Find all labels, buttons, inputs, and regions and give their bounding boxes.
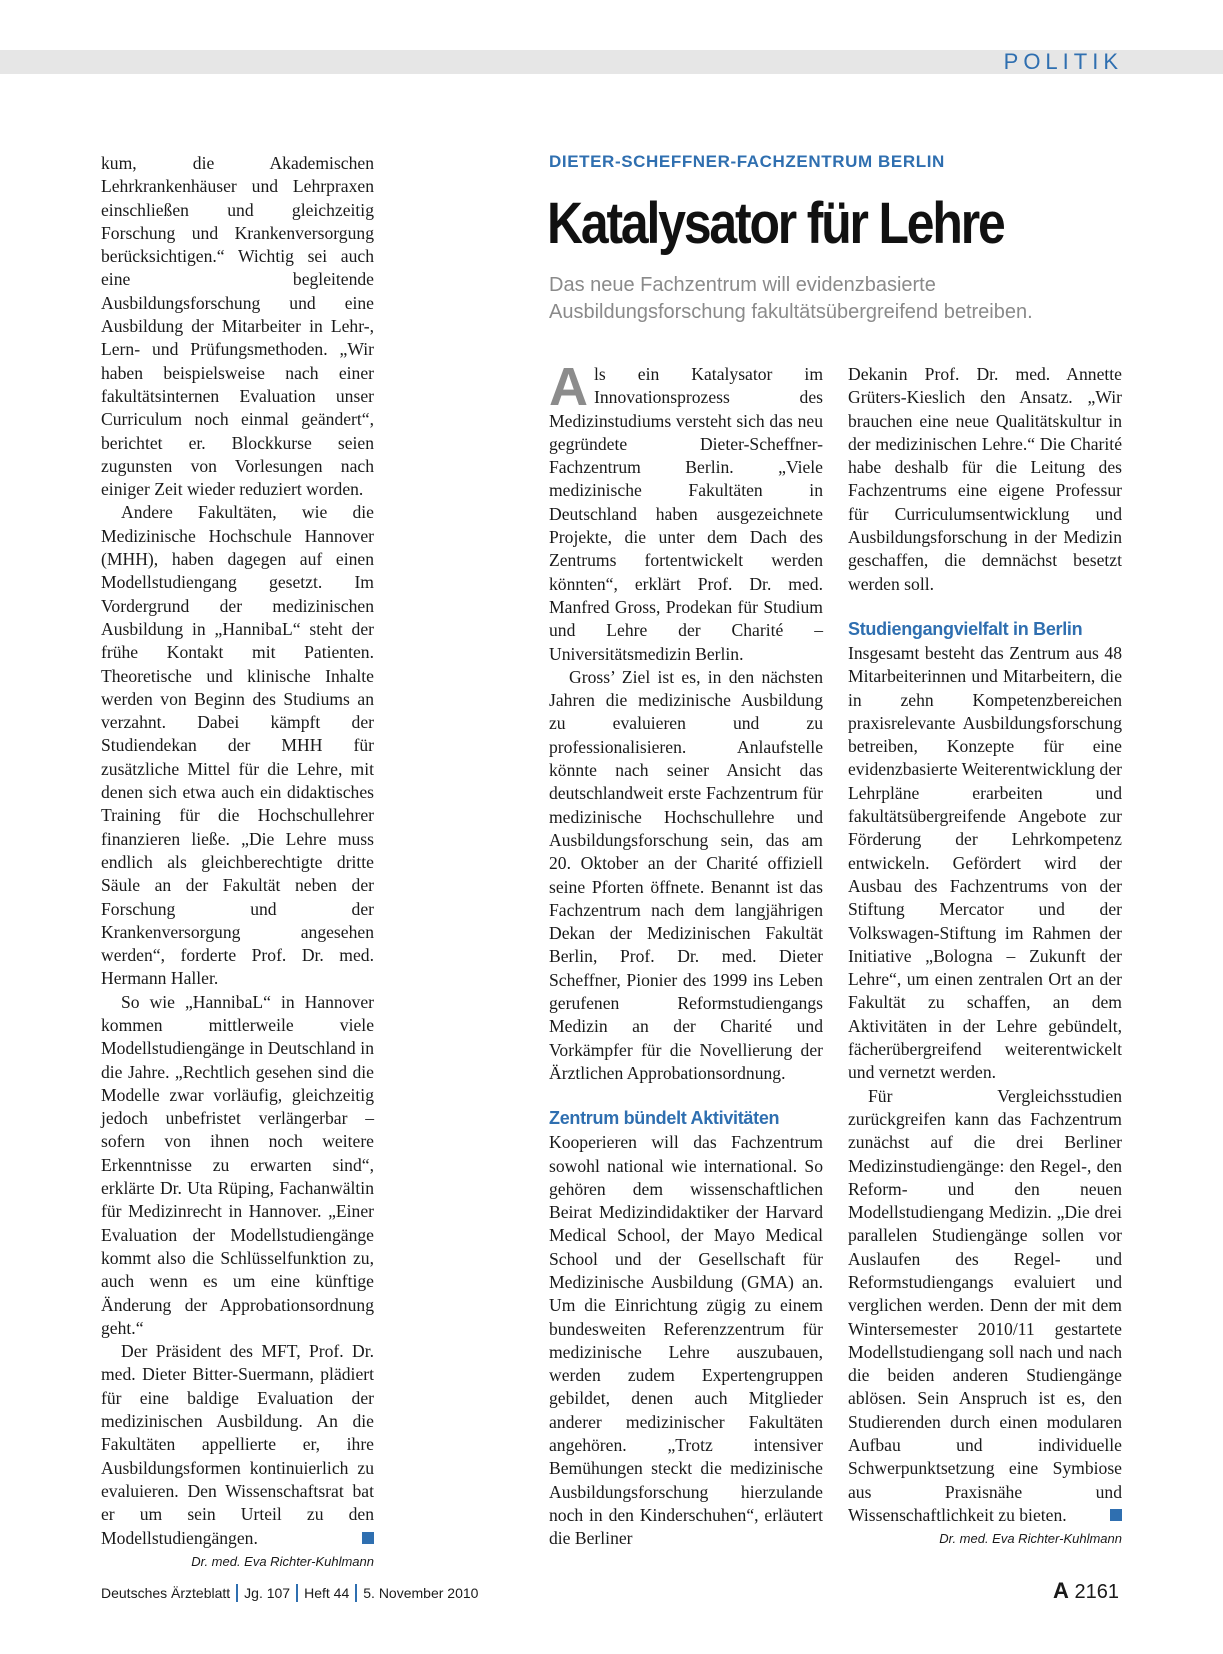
- paragraph-text: Für Vergleichsstudien zurückgreifen kann das Fachzentrum zunächst auf die drei Berliner Medizinstudiengänge: den Regel-, den Reform- und den neuen Modellstudiengang Medizin. „Die drei parallelen Studiengänge sollen vor Auslaufen des Regel- und Reformstudiengangs evaluiert und verglichen werden. Denn der mit dem Wintersemester 2010/11 gestartete Modellstudiengang soll nach und nach die beiden anderen Studiengänge ablösen. Sein Anspruch ist es, den Studierenden durch einen modularen Aufbau und individuelle Schwerpunktsetzung eine Symbiose aus Praxisnähe und Wissenschaftlichkeit zu bieten.: [848, 1085, 1122, 1525]
- paragraph: Gross’ Ziel ist es, in den nächsten Jahren die medizinische Ausbildung zu evaluieren und zu professionalisieren. Anlaufstelle könnte nach seiner Ansicht das deutschlandweit erste Fachzentrum für medizinische Hochschullehre und Ausbildungsforschung sein, das am 20. Oktober an der Charité offiziell seine Pforten öffnete. Benannt ist das Fachzentrum nach dem langjährigen Dekan der Medizinischen Fakultät Berlin, Prof. Dr. med. Dieter Scheffner, Pionier des 1999 ins Leben gerufenen Reformstudiengangs Medizin an der Charité und Vorkämpfer für die Novellierung der Ärztlichen Approbationsordnung.: [549, 666, 823, 1083]
- journal-volume: Jg. 107: [244, 1585, 291, 1601]
- paragraph: kum, die Akademischen Lehrkrankenhäuser und Lehrpraxen einschließen und gleichzeitig Forschung und Krankenversorgung berücksichtigen.“ Wichtig sei auch eine begleitende Ausbildungsforschung und eine Ausbildung der Mitarbeiter in Lehr-, Lern- und Prüfungsmethoden. „Wir haben beispielsweise nach einer fakultätsinternen Evaluation unser Curriculum noch einmal geändert“, berichtet er. Blockkurse seien zugunsten von Vorlesungen nach einiger Zeit wieder reduziert worden.: [101, 153, 374, 500]
- paragraph: [848, 1085, 1122, 1528]
- paragraph: [101, 1340, 374, 1550]
- paragraph-text: Der Präsident des MFT, Prof. Dr. med. Dieter Bitter-Suermann, plädiert für eine baldige Evaluation der medizinischen Ausbildung. An die Fakultäten appellierte er, ihre Ausbildungsformen kontinuierlich zu evaluieren. Den Wissenschaftsrat bat er um sein Urteil zu den Modellstudiengängen.: [101, 1341, 374, 1548]
- lead-paragraph: [549, 357, 823, 666]
- paragraph: Insgesamt besteht das Zentrum aus 48 Mitarbeiterinnen und Mitarbeitern, die in zehn Kompetenzbereichen praxisrelevante Ausbildungsforschung betreiben, Konzepte für eine evidenzbasierte Weiterentwicklung der Lehrpläne erarbeiten und fakultätsübergreifende Angebote zur Förderung der Lehrkompetenz entwickeln. Gefördert wird der Ausbau des Fachzentrums von der Stiftung Mercator und der Volkswagen-Stiftung im Rahmen der Initiative „Bologna – Zukunft der Lehre“, um einen zentralen Ort an der Fakultät zu schaffen, an dem Aktivitäten in der Lehre gebündelt, fächerübergreifend weiterentwickelt und vernetzt werden.: [848, 642, 1122, 1083]
- subheading: Studiengangvielfalt in Berlin: [848, 618, 1083, 639]
- subheading: Zentrum bündelt Aktivitäten: [549, 1108, 780, 1129]
- byline: Dr. med. Eva Richter-Kuhlmann: [191, 1553, 374, 1569]
- article-headline: Katalysator für Lehre: [547, 191, 1004, 256]
- journal-name: Deutsches Ärzteblatt: [101, 1585, 231, 1601]
- byline: Dr. med. Eva Richter-Kuhlmann: [939, 1531, 1122, 1547]
- footer-divider: [236, 1584, 238, 1602]
- middle-column: [549, 357, 823, 1551]
- right-column: [848, 363, 1122, 1549]
- drop-cap: A: [549, 357, 588, 417]
- journal-issue: Heft 44: [304, 1585, 350, 1601]
- page-prefix: A: [1053, 1578, 1069, 1603]
- article-kicker: DIETER-SCHEFFNER-FACHZENTRUM BERLIN: [549, 152, 945, 171]
- paragraph-text: ls ein Katalysator im Innovationsprozess des Medizinstudiums versteht sich das neu gegründete Dieter-Scheffner-Fachzentrum Berlin. „Viele medizinische Fakultäten in Deutschland haben ausgezeichnete Projekte, die unter dem Dach des Zentrums fortentwickelt werden könnten“, erklärt Prof. Dr. med. Manfred Gross, Prodekan für Studium und Lehre der Charité – Universitätsmedizin Berlin.: [549, 364, 823, 664]
- paragraph: Dekanin Prof. Dr. med. Annette Grüters-Kieslich den Ansatz. „Wir brauchen eine neue Qualitätskultur in der medizinischen Lehre.“ Die Charité habe deshalb für die Leitung des Fachzentrums eine eigene Professur für Curriculumsentwicklung und Ausbildungsforschung in der Medizin geschaffen, die demnächst besetzt werden soll.: [848, 364, 1122, 594]
- paragraph: Andere Fakultäten, wie die Medizinische Hochschule Hannover (MHH), haben dagegen auf einen Modellstudiengang gesetzt. Im Vordergrund der medizinischen Ausbildung in „HannibaL“ steht der frühe Kontakt mit Patienten. Theoretische und klinische Inhalte werden von Beginn des Studiums an verzahnt. Dabei kämpft der Studiendekan der MHH für zusätzliche Mittel für die Lehre, mit denen sich etwa auch ein didaktisches Training für die Hochschullehrer finanzieren ließe. „Die Lehre muss endlich als gleichberechtigte dritte Säule an der Fakultät neben der Forschung und der Krankenversorgung angesehen werden“, forderte Prof. Dr. med. Hermann Haller.: [101, 502, 374, 989]
- page-number: [1053, 1578, 1119, 1604]
- footer-divider: [355, 1584, 357, 1602]
- left-column: [101, 152, 374, 1572]
- end-mark-icon: [1110, 1509, 1122, 1521]
- end-mark-icon: [362, 1532, 374, 1544]
- section-label: POLITIK: [1003, 49, 1123, 74]
- issue-date: 5. November 2010: [363, 1585, 479, 1601]
- article-deck: Das neue Fachzentrum will evidenzbasierte Ausbildungsforschung fakultätsübergreifend betreiben.: [549, 274, 1033, 323]
- page-footer: [101, 1584, 478, 1602]
- page-number-value: 2161: [1074, 1581, 1119, 1603]
- footer-divider: [296, 1584, 298, 1602]
- paragraph: Kooperieren will das Fachzentrum sowohl national wie international. So gehören dem wissenschaftlichen Beirat Medizindidaktiker der Harvard Medical School, der Mayo Medical School und der Gesellschaft für Medizinische Ausbildung (GMA) an. Um die Einrichtung zügig zu einem bundesweiten Referenzzentrum für medizinische Lehre auszubauen, werden zudem Expertengruppen gebildet, denen auch Mitglieder anderer medizinischer Fakultäten angehören. „Trotz intensiver Bemühungen steckt die medizinische Ausbildungsforschung hierzulande noch in den Kinderschuhen“, erläutert die Berliner: [549, 1132, 823, 1549]
- paragraph: So wie „HannibaL“ in Hannover kommen mittlerweile viele Modellstudiengänge in Deutschland in die Jahre. „Rechtlich gesehen sind die Modelle zwar vorläufig, gleichzeitig jedoch unbefristet verlängerbar – sofern von ihnen noch weitere Erkenntnisse zu erwarten sind“, erklärte Dr. Uta Rüping, Fachanwältin für Medizinrecht in Hannover. „Einer Evaluation der Modellstudiengänge kommt also die Schlüsselfunktion zu, auch wenn es um eine künftige Änderung der Approbationsordnung geht.“: [101, 991, 374, 1338]
